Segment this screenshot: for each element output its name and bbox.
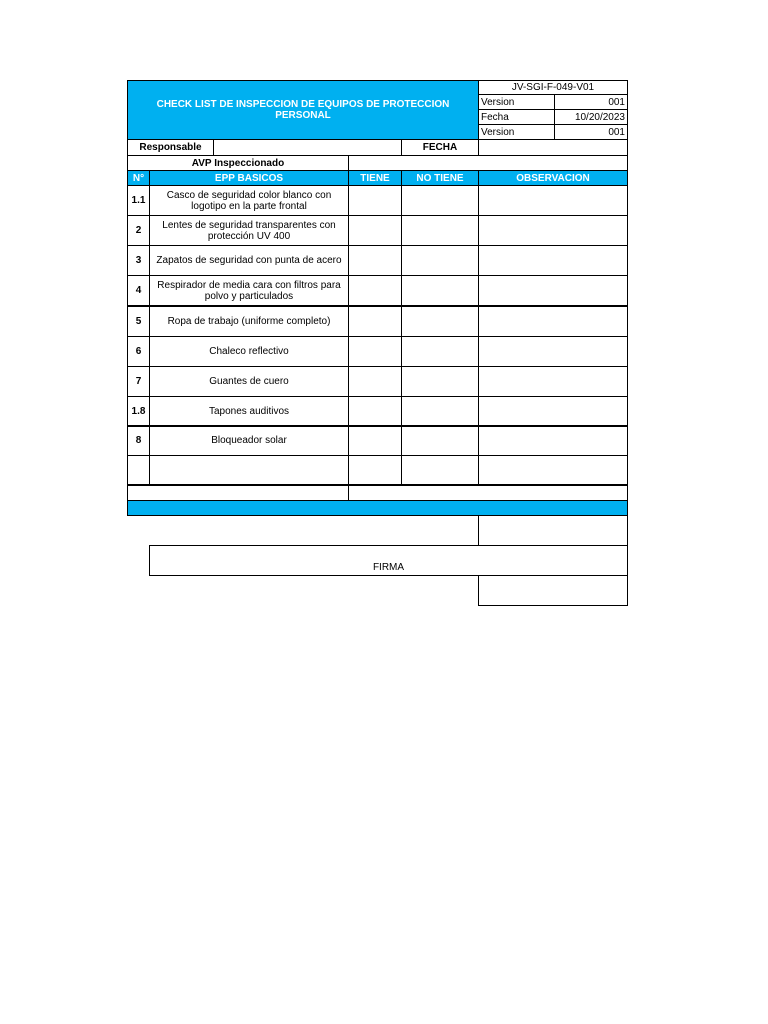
- fecha-field[interactable]: [478, 139, 628, 156]
- row-item: [149, 306, 349, 337]
- row-item: [149, 336, 349, 367]
- avp-label: AVP Inspeccionado: [127, 155, 349, 171]
- form-title: [127, 80, 479, 140]
- row-item-text: Bloqueador solar: [211, 435, 287, 446]
- row-item: [149, 455, 349, 486]
- row-observacion-cell[interactable]: [478, 455, 628, 486]
- meta-label-version-1: Version: [478, 94, 555, 110]
- row-observacion-cell[interactable]: [478, 396, 628, 427]
- row-no-tiene-cell[interactable]: [401, 336, 479, 367]
- col-header-num: N°: [127, 170, 150, 186]
- row-num: [127, 366, 150, 397]
- row-item-text: Tapones auditivos: [208, 406, 290, 417]
- row-no-tiene-cell[interactable]: [401, 306, 479, 337]
- row-num-text: 5: [135, 316, 142, 327]
- row-no-tiene-cell[interactable]: [401, 185, 479, 216]
- row-item-text: Lentes de seguridad transparentes con protección UV 400: [162, 219, 336, 242]
- col-header-item: EPP BASICOS: [149, 170, 349, 186]
- row-tiene-cell[interactable]: [348, 336, 402, 367]
- row-item-text: Guantes de cuero: [209, 376, 289, 387]
- row-observacion-cell[interactable]: [478, 185, 628, 216]
- row-observacion-cell[interactable]: [478, 336, 628, 367]
- row-item: [149, 366, 349, 397]
- row-item-text: Casco de seguridad color blanco con logotipo en la parte frontal: [166, 189, 332, 212]
- meta-value-version-2: 001: [554, 124, 628, 140]
- row-item: [149, 425, 349, 456]
- row-observacion-cell[interactable]: [478, 366, 628, 397]
- row-observacion-cell[interactable]: [478, 425, 628, 456]
- meta-label-version-2: Version: [478, 124, 555, 140]
- row-num: [127, 425, 150, 456]
- row-tiene-cell[interactable]: [348, 396, 402, 427]
- row-num: [127, 245, 150, 276]
- footer-band: [127, 500, 628, 516]
- row-tiene-cell[interactable]: [348, 245, 402, 276]
- col-header-no-tiene: NO TIENE: [401, 170, 479, 186]
- firma-box[interactable]: [149, 545, 628, 576]
- row-no-tiene-cell[interactable]: [401, 245, 479, 276]
- row-no-tiene-cell[interactable]: [401, 425, 479, 456]
- avp-field[interactable]: [348, 155, 628, 171]
- row-item: [149, 396, 349, 427]
- row-num-text: 1.1: [131, 195, 146, 206]
- footer-cell-right: [348, 484, 628, 501]
- row-observacion-cell[interactable]: [478, 245, 628, 276]
- row-num: [127, 455, 150, 486]
- col-header-tiene: TIENE: [348, 170, 402, 186]
- row-tiene-cell[interactable]: [348, 275, 402, 306]
- row-no-tiene-cell[interactable]: [401, 275, 479, 306]
- row-num: [127, 275, 150, 306]
- meta-value-fecha: 10/20/2023: [554, 109, 628, 125]
- row-item-text: Ropa de trabajo (uniforme completo): [167, 316, 331, 327]
- row-item-text: Chaleco reflectivo: [209, 346, 289, 357]
- row-num: [127, 215, 150, 246]
- row-tiene-cell[interactable]: [348, 455, 402, 486]
- meta-label-fecha: Fecha: [478, 109, 555, 125]
- row-item: [149, 275, 349, 306]
- row-no-tiene-cell[interactable]: [401, 366, 479, 397]
- row-num: [127, 185, 150, 216]
- row-tiene-cell[interactable]: [348, 215, 402, 246]
- footer-cell-left: [127, 484, 349, 501]
- row-num-text: 7: [135, 376, 142, 387]
- row-num: [127, 396, 150, 427]
- row-num-text: 4: [135, 285, 142, 296]
- form-title-text: CHECK LIST DE INSPECCION DE EQUIPOS DE PROTECCION PERSONAL: [156, 99, 450, 121]
- fecha-label: FECHA: [401, 139, 479, 156]
- row-num-text: 6: [135, 346, 142, 357]
- row-observacion-cell[interactable]: [478, 275, 628, 306]
- row-observacion-cell[interactable]: [478, 215, 628, 246]
- row-tiene-cell[interactable]: [348, 366, 402, 397]
- row-tiene-cell[interactable]: [348, 425, 402, 456]
- row-item: [149, 245, 349, 276]
- row-tiene-cell[interactable]: [348, 185, 402, 216]
- row-num: [127, 306, 150, 337]
- row-num-text: 8: [135, 435, 142, 446]
- form-code-text: JV-SGI-F-049-V01: [511, 82, 595, 93]
- row-no-tiene-cell[interactable]: [401, 455, 479, 486]
- responsable-label: Responsable: [127, 139, 214, 156]
- row-item: [149, 215, 349, 246]
- row-num: [127, 336, 150, 367]
- row-item-text: Respirador de media cara con filtros para polvo y particulados: [157, 279, 341, 302]
- row-num-text: 1.8: [131, 406, 146, 417]
- col-header-observacion: OBSERVACION: [478, 170, 628, 186]
- row-no-tiene-cell[interactable]: [401, 396, 479, 427]
- firma-label: FIRMA: [372, 562, 405, 573]
- row-num-text: 3: [135, 255, 142, 266]
- meta-value-version-1: 001: [554, 94, 628, 110]
- row-num-text: 2: [135, 225, 142, 236]
- signature-box-bottom[interactable]: [478, 575, 628, 606]
- row-observacion-cell[interactable]: [478, 306, 628, 337]
- row-item-text: Zapatos de seguridad con punta de acero: [156, 255, 342, 266]
- form-code: [478, 80, 628, 95]
- row-no-tiene-cell[interactable]: [401, 215, 479, 246]
- row-item: [149, 185, 349, 216]
- responsable-field[interactable]: [213, 139, 402, 156]
- signature-box-top[interactable]: [478, 515, 628, 546]
- row-tiene-cell[interactable]: [348, 306, 402, 337]
